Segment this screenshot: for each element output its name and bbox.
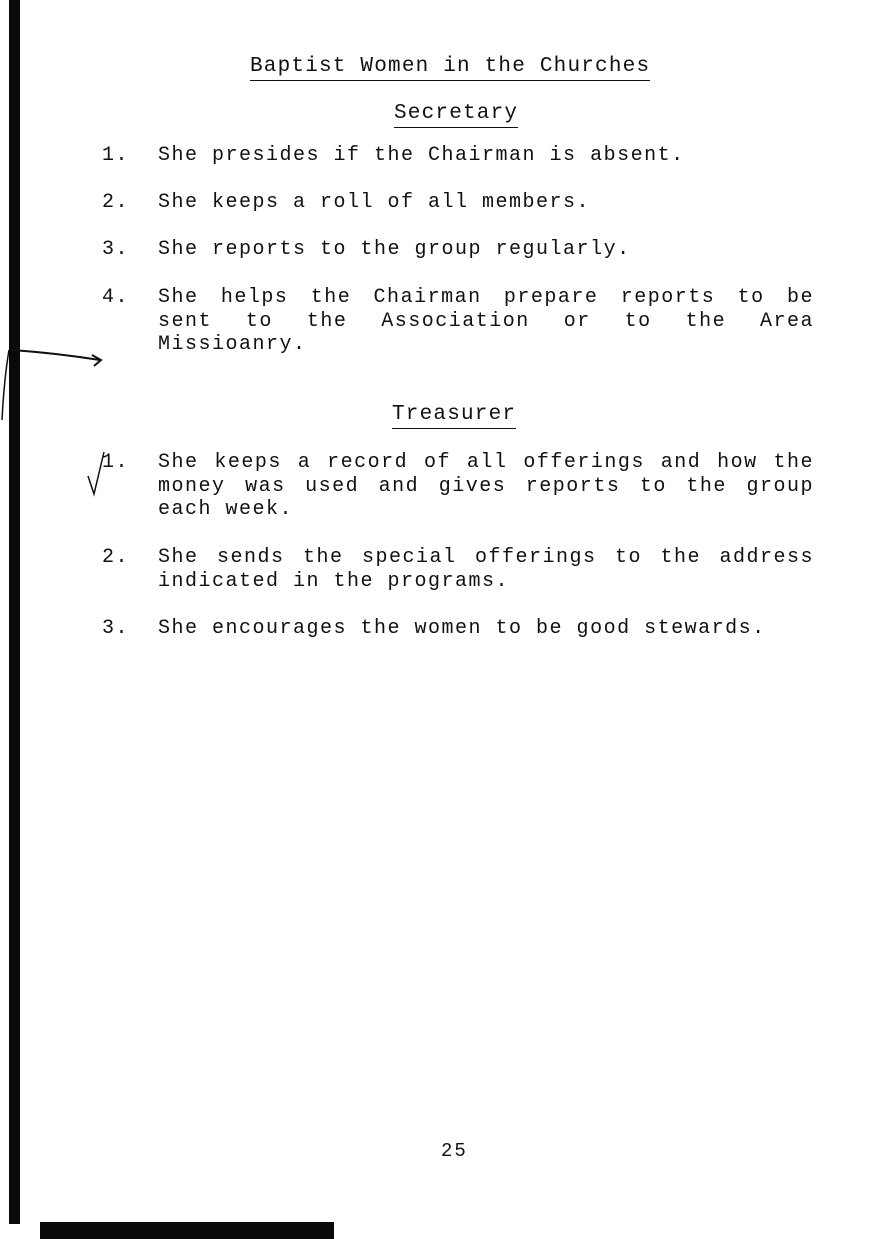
scan-edge-bottom-bar	[40, 1222, 334, 1239]
list-item-number: 4.	[102, 286, 130, 309]
list-item-text: She reports to the group regularly.	[158, 238, 631, 261]
list-item-text: She keeps a record of all offerings and how the money was used and gives reports to the group each week.	[158, 451, 814, 521]
list-item-text: She keeps a roll of all members.	[158, 191, 591, 214]
list-item-number: 3.	[102, 617, 130, 640]
page-number: 25	[441, 1140, 468, 1162]
list-item-number: 1.	[102, 144, 130, 167]
list-item-number: 1.	[102, 451, 130, 474]
list-item-text: She helps the Chairman prepare reports to be sent to the Association or to the Area Missioanry.	[158, 286, 814, 356]
list-item-text: She sends the special offerings to the address indicated in the programs.	[158, 546, 814, 593]
section-heading-treasurer: Treasurer	[392, 402, 516, 429]
page-title: Baptist Women in the Churches	[250, 54, 650, 81]
handwritten-arrow-icon	[12, 350, 100, 360]
list-item-number: 2.	[102, 191, 130, 214]
list-item-text: She presides if the Chairman is absent.	[158, 144, 685, 167]
scan-edge-left-bar	[9, 0, 20, 1224]
section-heading-secretary: Secretary	[394, 101, 518, 128]
list-item-number: 3.	[102, 238, 130, 261]
list-item-number: 2.	[102, 546, 130, 569]
list-item-text: She encourages the women to be good stewards.	[158, 617, 766, 640]
